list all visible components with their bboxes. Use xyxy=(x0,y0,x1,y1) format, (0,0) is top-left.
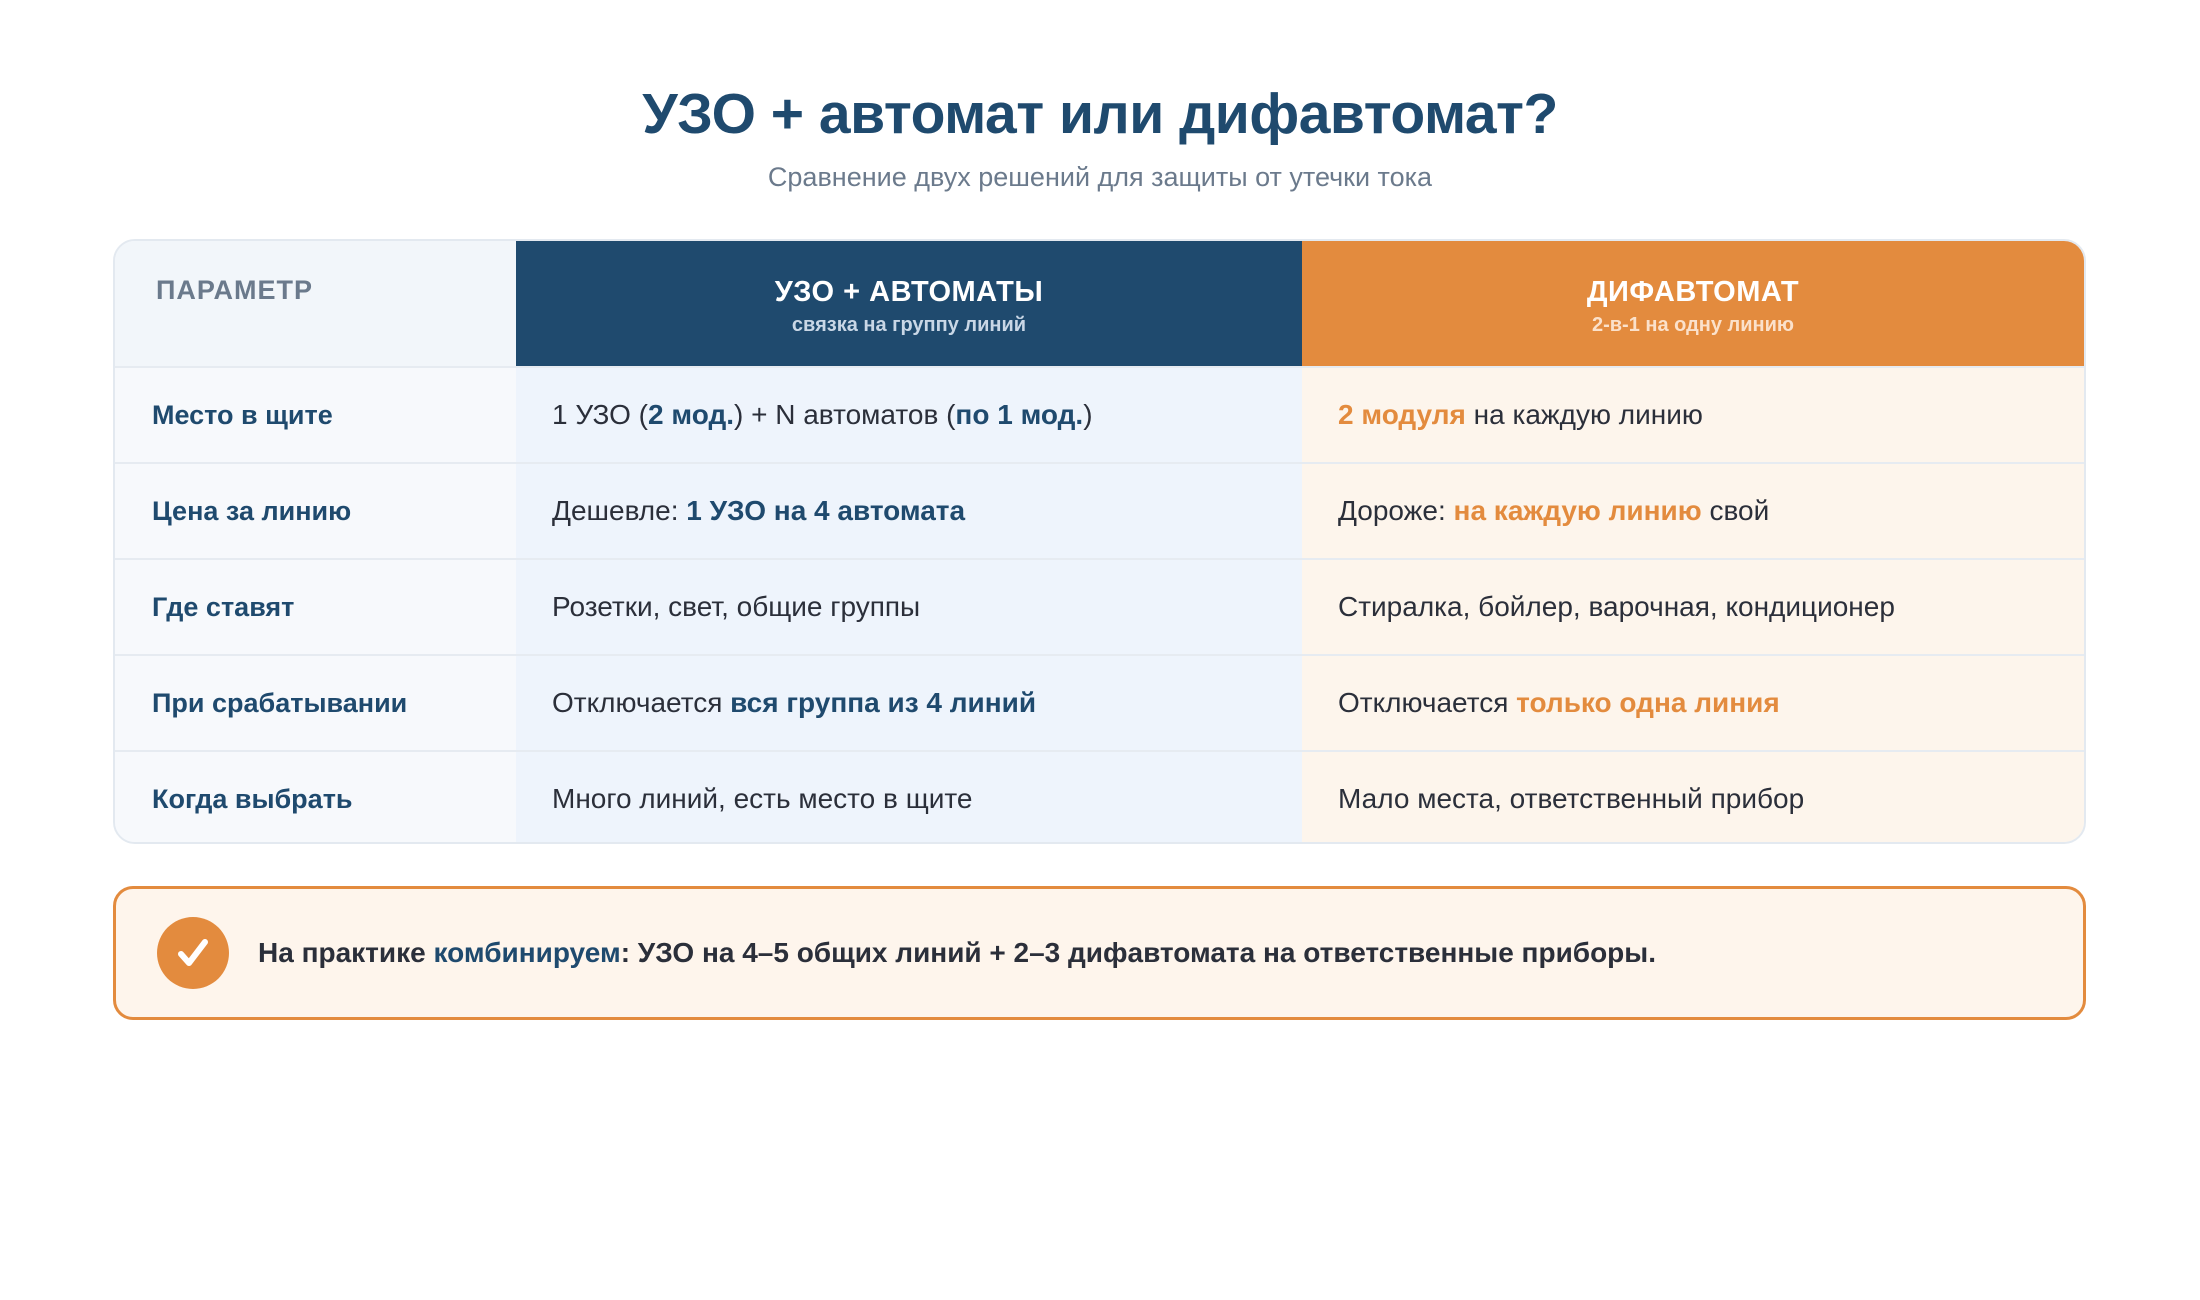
callout-suffix: : УЗО на 4–5 общих линий + 2–3 дифавтомата на ответственные приборы. xyxy=(620,937,1656,968)
rcbo-value-cell xyxy=(1302,560,2084,654)
rcbo-value xyxy=(1338,464,1769,558)
parameter-cell xyxy=(115,368,516,462)
rcbo-value-cell xyxy=(1302,752,2084,844)
parameter-label: Место в щите xyxy=(152,399,333,430)
table-header-row xyxy=(115,241,2084,366)
value-text: Розетки, свет, общие группы xyxy=(552,591,921,622)
header-cell-rcd xyxy=(516,241,1302,366)
header-cell-parameter xyxy=(115,241,516,366)
column-title-rcbo: ДИФАВТОМАТ xyxy=(1586,276,1800,308)
tip-callout xyxy=(113,886,2086,1020)
table-row xyxy=(115,558,2084,654)
value-text: Отключается xyxy=(552,687,731,718)
value-text: Много линий, есть место в щите xyxy=(552,783,973,814)
table-row xyxy=(115,366,2084,462)
table-body xyxy=(115,366,2084,844)
highlight-text: по 1 мод. xyxy=(955,399,1084,430)
value-text: Дороже: xyxy=(1338,495,1454,526)
rcd-value-cell xyxy=(516,656,1302,750)
rcd-value xyxy=(552,368,1093,462)
highlight-text: 1 УЗО на 4 автомата xyxy=(686,495,966,526)
callout-highlight: комбинируем xyxy=(433,937,621,968)
value-text: Мало места, ответственный прибор xyxy=(1338,783,1805,814)
table-row xyxy=(115,462,2084,558)
parameter-cell xyxy=(115,752,516,844)
value-text: Отключается xyxy=(1338,687,1517,718)
rcbo-value-cell xyxy=(1302,464,2084,558)
header-cell-rcbo xyxy=(1302,241,2084,366)
rcd-value-cell xyxy=(516,464,1302,558)
rcd-value-cell xyxy=(516,560,1302,654)
rcbo-value xyxy=(1338,656,1780,750)
column-subtitle-rcbo: 2-в-1 на одну линию xyxy=(1591,314,1795,336)
comparison-table xyxy=(113,239,2086,844)
rcbo-value xyxy=(1338,752,1804,844)
callout-text xyxy=(258,889,1656,1017)
rcd-value xyxy=(552,464,965,558)
value-text: свой xyxy=(1701,495,1770,526)
rcbo-value xyxy=(1338,560,1895,654)
rcbo-value-cell xyxy=(1302,368,2084,462)
value-text: ) xyxy=(1083,399,1093,430)
value-text: Стиралка, бойлер, варочная, кондиционер xyxy=(1338,591,1895,622)
page-title: УЗО + автомат или дифавтомат? xyxy=(642,82,1558,146)
value-text: на каждую линию xyxy=(1465,399,1703,430)
parameter-label: Цена за линию xyxy=(152,495,352,526)
column-title-rcd: УЗО + АВТОМАТЫ xyxy=(774,276,1044,308)
parameter-cell xyxy=(115,560,516,654)
highlight-text: вся группа из 4 линий xyxy=(730,687,1037,718)
highlight-text: только одна линия xyxy=(1516,687,1780,718)
parameter-label: Где ставят xyxy=(152,591,295,622)
parameter-cell xyxy=(115,464,516,558)
rcd-value xyxy=(552,752,972,844)
rcbo-value-cell xyxy=(1302,656,2084,750)
callout-prefix: На практике xyxy=(258,937,434,968)
parameter-label: Когда выбрать xyxy=(152,783,353,814)
rcbo-value xyxy=(1338,368,1703,462)
check-icon xyxy=(157,917,229,989)
column-subtitle-rcd: связка на группу линий xyxy=(791,314,1027,336)
highlight-text: 2 мод. xyxy=(648,399,734,430)
table-row xyxy=(115,750,2084,844)
rcd-value xyxy=(552,656,1036,750)
page-subtitle: Сравнение двух решений для защиты от утечки тока xyxy=(767,162,1433,192)
parameter-cell xyxy=(115,656,516,750)
rcd-value-cell xyxy=(516,752,1302,844)
table-row xyxy=(115,654,2084,750)
value-text: Дешевле: xyxy=(552,495,687,526)
highlight-text: на каждую линию xyxy=(1453,495,1702,526)
value-text: 1 УЗО ( xyxy=(552,399,649,430)
column-title-parameter: ПАРАМЕТР xyxy=(156,275,314,305)
value-text: ) + N автоматов ( xyxy=(734,399,956,430)
rcd-value xyxy=(552,560,920,654)
parameter-label: При срабатывании xyxy=(152,687,408,718)
rcd-value-cell xyxy=(516,368,1302,462)
highlight-text: 2 модуля xyxy=(1338,399,1466,430)
